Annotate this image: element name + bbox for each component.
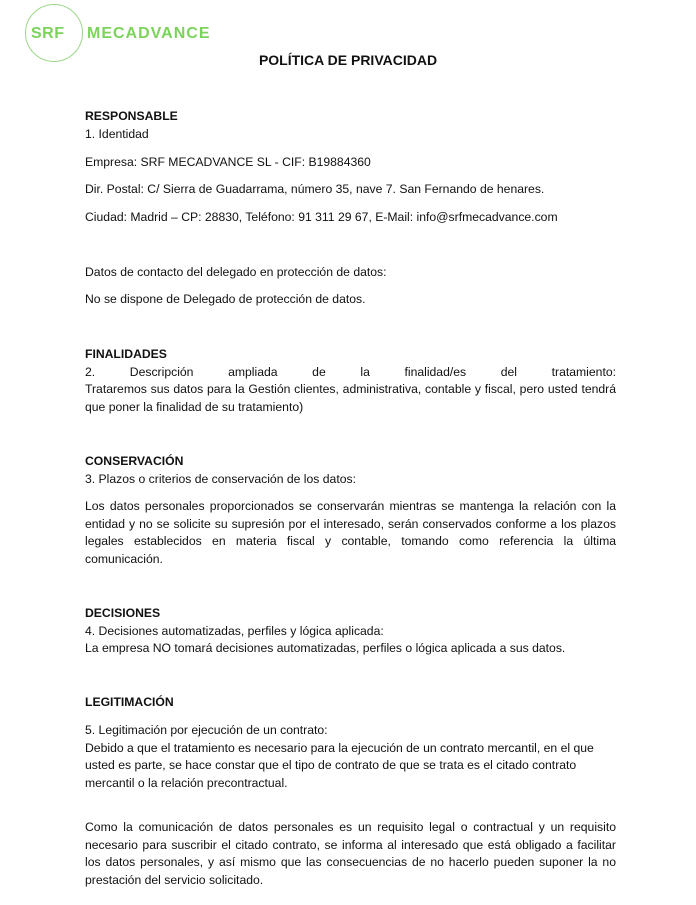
direccion-line: Dir. Postal: C/ Sierra de Guadarrama, número 35, nave 7. San Fernando de henares. xyxy=(85,182,545,196)
legitimacion-item: 5. Legitimación por ejecución de un contrato: xyxy=(85,723,328,737)
empresa-line: Empresa: SRF MECADVANCE SL - CIF: B19884360 xyxy=(85,155,371,169)
legitimacion-line-2: usted es parte, se hace constar que el tipo de contrato de que se trata es el citado contrato xyxy=(85,758,577,772)
conservacion-text: Los datos personales proporcionados se conservarán mientras se mantenga la relación con la entidad y no se solicite su supresión por el interesado, serán conservados conforme a los plazos legales establecidos en materia fiscal y contable, tomando como referencia la última comunicación. xyxy=(85,499,616,566)
decisiones-text: La empresa NO tomará decisiones automatizadas, perfiles o lógica aplicada a sus datos. xyxy=(85,641,566,655)
ciudad-line: Ciudad: Madrid – CP: 28830, Teléfono: 91 311 29 67, E-Mail: info@srfmecadvance.com xyxy=(85,210,558,224)
identidad-item: 1. Identidad xyxy=(85,126,149,141)
section-heading-conservacion: CONSERVACIÓN xyxy=(85,454,184,468)
logo-name-text: MECADVANCE xyxy=(87,25,211,42)
delegado-contact-label: Datos de contacto del delegado en protección de datos: xyxy=(85,265,387,279)
legitimacion-line-3: mercantil o la relación precontractual. xyxy=(85,775,288,790)
section-heading-finalidades: FINALIDADES xyxy=(85,347,167,361)
section-heading-decisiones: DECISIONES xyxy=(85,606,161,620)
delegado-info: No se dispone de Delegado de protección de datos. xyxy=(85,292,366,306)
finalidades-item: 2. Descripción ampliada de la finalidad/es del tratamiento: xyxy=(85,364,616,379)
section-heading-responsable: RESPONSABLE xyxy=(85,109,178,123)
page-title: POLÍTICA DE PRIVACIDAD xyxy=(258,52,438,68)
finalidades-text: Trataremos sus datos para la Gestión clientes, administrativa, contable y fiscal, pero usted tendrá que poner la finalidad de su tratamiento) xyxy=(85,382,616,414)
decisiones-item: 4. Decisiones automatizadas, perfiles y lógica aplicada: xyxy=(85,623,384,638)
logo-srf-text: SRF xyxy=(31,25,65,42)
conservacion-item: 3. Plazos o criterios de conservación de los datos: xyxy=(85,471,356,486)
legitimacion-text-2: Como la comunicación de datos personales es un requisito legal o contractual y un requisito necesario para suscribir el citado contrato, se informa al interesado que está obligado a facilitar los datos personales, y así mismo que las consecuencias de no hacerlo pueden suponer la no prestación del servicio solicitado. xyxy=(85,820,616,887)
section-heading-legitimacion: LEGITIMACIÓN xyxy=(85,695,174,709)
legitimacion-line-1: Debido a que el tratamiento es necesario para la ejecución de un contrato mercantil, en el que xyxy=(85,740,594,755)
